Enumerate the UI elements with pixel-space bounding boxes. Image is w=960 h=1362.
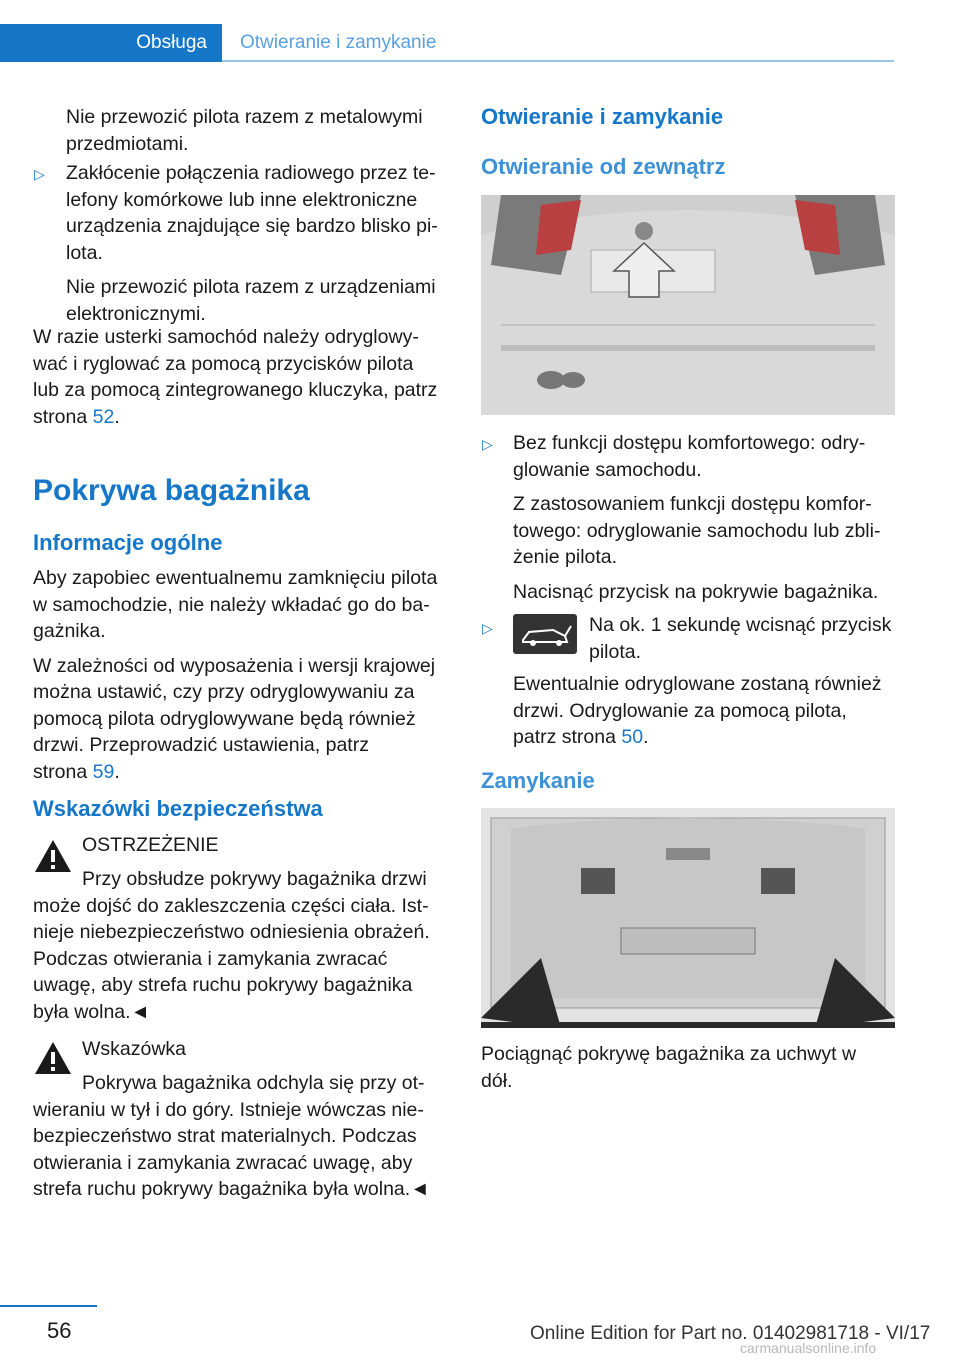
page-link-52[interactable]: 52: [92, 405, 115, 428]
heading-open-close: Otwieranie i zamykanie: [481, 104, 724, 129]
heading-trunk-lid: Pokrywa bagażnika: [33, 474, 310, 507]
warning1-title: OSTRZEŻENIE: [82, 834, 219, 856]
bullet-triangle-icon: ▷: [482, 436, 493, 452]
right-bullet2-sub: Ewentualnie odryglowane zostaną również drzwi. Odryglowanie za pomocą pilota, patrz strona 50.: [513, 673, 882, 748]
page-number: 56: [47, 1318, 72, 1343]
right-bullet2: Na ok. 1 sekundę wcisnąć przycisk pilota.: [589, 614, 892, 663]
closing-text: Pociągnąć pokrywę bagażnika za uchwyt w dół.: [481, 1043, 857, 1092]
left-p1: Nie przewozić pilota razem z metalowymi przedmiotami.: [66, 106, 423, 155]
heading-general-info: Informacje ogólne: [33, 530, 223, 555]
left-general-text: Aby zapobiec ewentualnemu zamknięciu pilota w samochodzie, nie należy wkładać go do ba- gażnika. W zależności od wyposażenia i wersji krajowej można ustawić, czy przy odryglowywaniu za pomocą pilota odryglowywane będą również drzwi. Przeprowadzić ustawienia, patrz strona 59.: [33, 567, 438, 783]
bullet-triangle-icon: ▷: [34, 166, 45, 182]
warning2-title: Wskazówka: [82, 1038, 187, 1060]
trunk-outside-image: [481, 195, 895, 415]
footer-rule: [0, 1305, 97, 1307]
page-link-50[interactable]: 50: [621, 726, 644, 748]
trunk-closing-image: [481, 808, 895, 1028]
trunk-key-button-icon: [513, 614, 577, 654]
watermark: carmanualsonline.info: [740, 1340, 877, 1356]
left-bullet1: Zakłócenie połączenia radiowego przez te- lefony komórkowe lub inne elektroniczne urządzenia znajdujące się bardzo blisko pi- lota. Nie przewozić pilota razem z urządzeniami elektronicznymi.: [66, 162, 438, 325]
warning2-text: Pokrywa bagażnika odchyla się przy ot- wieraniu w tył i do góry. Istnieje wówczas nie- bezpieczeństwo strat materialnych. Podczas otwierania i zamykania zwracać uwagę, aby strefa ruchu pokrywy bagażnika była wolna.◄: [33, 1072, 430, 1200]
edition-note: Online Edition for Part no. 01402981718 - VI/17: [530, 1323, 931, 1344]
header-tab-obsluga: Obsługa: [0, 24, 222, 62]
left-p2: W razie usterki samochód należy odryglowy- wać i ryglować za pomocą przycisków pilota lub za pomocą zintegrowanego kluczyka, patrz strona 52.: [33, 326, 438, 428]
page-link-59[interactable]: 59: [92, 760, 115, 783]
heading-safety: Wskazówki bezpieczeństwa: [33, 796, 323, 821]
right-bullet1: Bez funkcji dostępu komfortowego: odry- glowanie samochodu. Z zastosowaniem funkcji dostępu komfor- towego: odryglowanie samochodu lub zbli- żenie pilota. Nacisnąć przycisk na pokrywie bagażnika.: [513, 432, 881, 603]
header-tab-section: Otwieranie i zamykanie: [240, 32, 437, 53]
heading-closing: Zamykanie: [481, 768, 595, 793]
header-rule: [222, 60, 894, 62]
heading-open-outside: Otwieranie od zewnątrz: [481, 154, 726, 179]
warning1-text: Przy obsłudze pokrywy bagażnika drzwi może dojść do zakleszczenia części ciała. Ist- nieje niebezpieczeństwo odniesienia obrażeń. Podczas otwierania i zamykania zwracać uwagę, aby strefa ruchu pokrywy bagażnika była wolna.◄: [33, 868, 430, 1023]
bullet-triangle-icon: ▷: [482, 620, 493, 636]
